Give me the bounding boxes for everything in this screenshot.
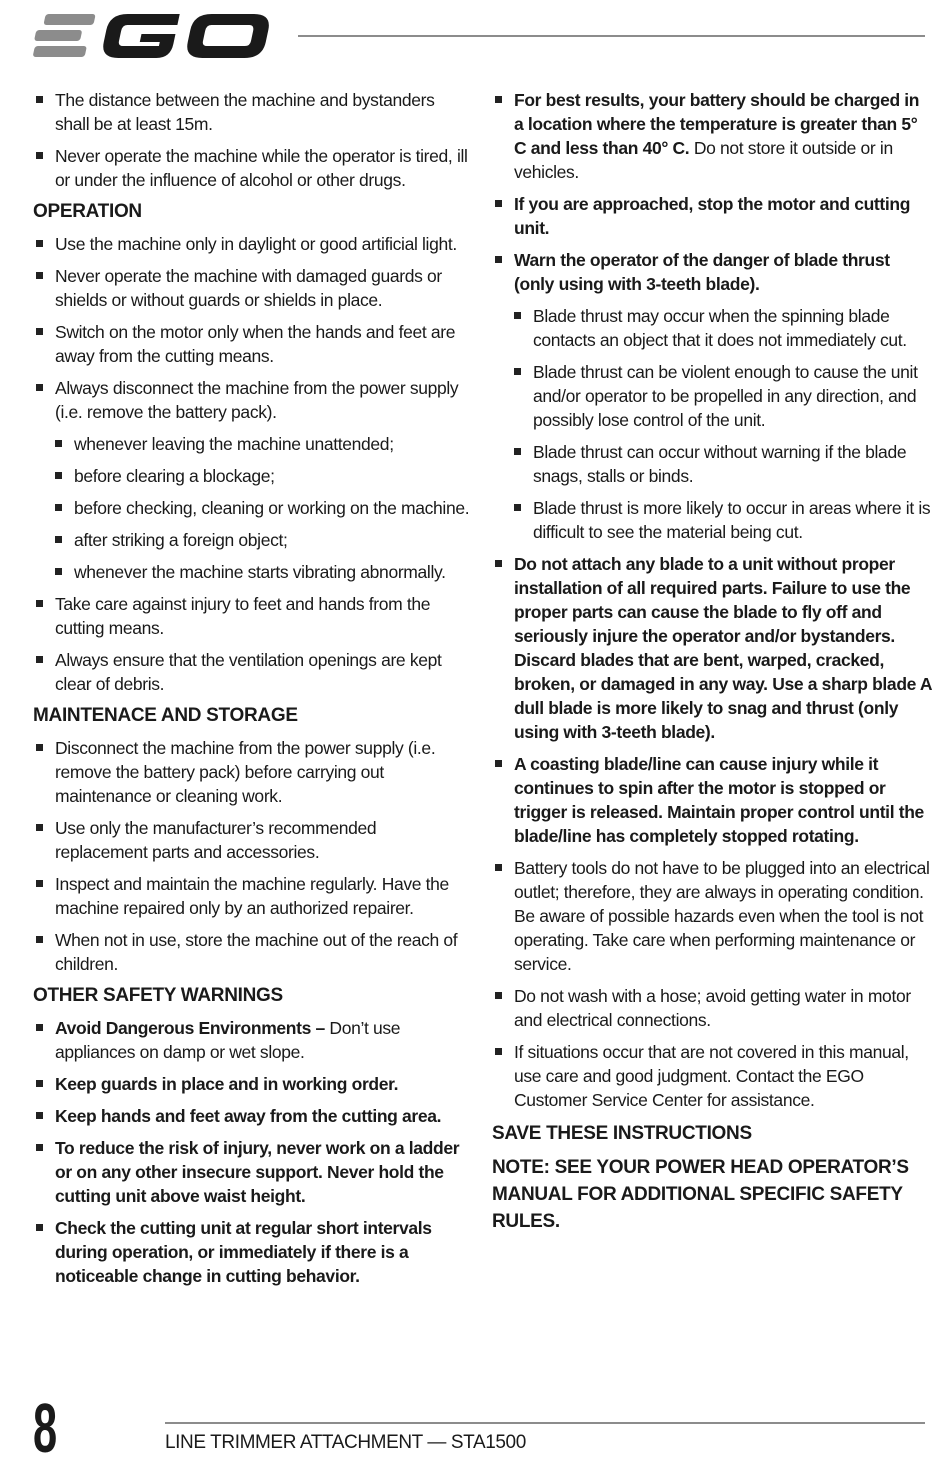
square-bullet-icon: [55, 472, 62, 479]
list-item: Inspect and maintain the machine regularly. Have the machine repaired only by an authorized repairer.: [33, 872, 473, 920]
square-bullet-icon: [495, 1048, 502, 1055]
square-bullet-icon: [36, 656, 43, 663]
square-bullet-icon: [36, 328, 43, 335]
operation-list: [33, 232, 473, 696]
operator-manual-note: NOTE: SEE YOUR POWER HEAD OPERATOR’S MANUAL FOR ADDITIONAL SPECIFIC SAFETY RULES.: [492, 1157, 909, 1232]
square-bullet-icon: [36, 1224, 43, 1231]
square-bullet-icon: [55, 568, 62, 575]
square-bullet-icon: [514, 448, 521, 455]
other-warnings-heading: OTHER SAFETY WARNINGS: [33, 985, 283, 1006]
list-item: Take care against injury to feet and hands from the cutting means.: [33, 592, 473, 640]
list-item: Battery tools do not have to be plugged into an electrical outlet; therefore, they are always in operating condition. Be aware of possible hazards even when the tool is not operating. Take care when performing maintenance or service.: [492, 856, 932, 976]
save-instructions-heading: SAVE THESE INSTRUCTIONS: [492, 1123, 752, 1144]
maintenance-heading: MAINTENACE AND STORAGE: [33, 705, 298, 726]
square-bullet-icon: [36, 96, 43, 103]
list-item: Switch on the motor only when the hands and feet are away from the cutting means.: [33, 320, 473, 368]
square-bullet-icon: [495, 864, 502, 871]
list-item: A coasting blade/line can cause injury while it continues to spin after the motor is stopped or trigger is released. Maintain proper control until the blade/line has completely stopped rotating.: [492, 752, 932, 848]
square-bullet-icon: [55, 504, 62, 511]
square-bullet-icon: [36, 600, 43, 607]
square-bullet-icon: [55, 536, 62, 543]
list-item: Always ensure that the ventilation openings are kept clear of debris.: [33, 648, 473, 696]
header-rule: [298, 35, 925, 37]
sub-list-item: after striking a foreign object;: [33, 528, 473, 552]
square-bullet-icon: [495, 560, 502, 567]
square-bullet-icon: [495, 992, 502, 999]
list-item: Never operate the machine with damaged guards or shields or without guards or shields in place.: [33, 264, 473, 312]
page-number: 8: [33, 1389, 56, 1467]
list-item: Do not attach any blade to a unit without proper installation of all required parts. Failure to use the proper parts can cause the blade to fly off and seriously injure the operator and/or bystanders. Discard blades that are bent, warped, cracked, broken, or damaged in any way. Use a sharp blade A dull blade is more likely to snag and thrust (only using with 3-teeth blade).: [492, 552, 932, 744]
sub-list-item: whenever the machine starts vibrating abnormally.: [33, 560, 473, 584]
footer-rule: [165, 1422, 925, 1424]
list-item: Keep guards in place and in working order.: [33, 1072, 473, 1096]
square-bullet-icon: [36, 880, 43, 887]
right-list: [492, 88, 932, 1112]
sub-list-item: before clearing a blockage;: [33, 464, 473, 488]
square-bullet-icon: [495, 96, 502, 103]
square-bullet-icon: [495, 760, 502, 767]
other-warnings-list: [33, 1016, 473, 1288]
list-item: If you are approached, stop the motor and cutting unit.: [492, 192, 932, 240]
sub-list-item: Blade thrust is more likely to occur in areas where it is difficult to see the material being cut.: [492, 496, 932, 544]
page-header: [0, 0, 950, 70]
square-bullet-icon: [36, 1024, 43, 1031]
square-bullet-icon: [36, 936, 43, 943]
list-item: Avoid Dangerous Environments – Don’t use appliances on damp or wet slope.: [33, 1016, 473, 1064]
list-item: Check the cutting unit at regular short intervals during operation, or immediately if there is a noticeable change in cutting behavior.: [33, 1216, 473, 1288]
square-bullet-icon: [55, 440, 62, 447]
list-item: Do not wash with a hose; avoid getting water in motor and electrical connections.: [492, 984, 932, 1032]
sub-list-item: before checking, cleaning or working on the machine.: [33, 496, 473, 520]
list-item: If situations occur that are not covered in this manual, use care and good judgment. Contact the EGO Customer Service Center for assistance.: [492, 1040, 932, 1112]
list-item: To reduce the risk of injury, never work on a ladder or on any other insecure support. Never hold the cutting unit above waist height.: [33, 1136, 473, 1208]
list-item: Keep hands and feet away from the cutting area.: [33, 1104, 473, 1128]
square-bullet-icon: [36, 272, 43, 279]
sub-list-item: Blade thrust can be violent enough to cause the unit and/or operator to be propelled in any direction, and possibly lose control of the unit.: [492, 360, 932, 432]
square-bullet-icon: [514, 368, 521, 375]
square-bullet-icon: [495, 256, 502, 263]
square-bullet-icon: [514, 504, 521, 511]
list-item: When not in use, store the machine out of the reach of children.: [33, 928, 473, 976]
list-item: The distance between the machine and bystanders shall be at least 15m.: [33, 88, 473, 136]
list-item: Always disconnect the machine from the power supply (i.e. remove the battery pack).: [33, 376, 473, 424]
square-bullet-icon: [514, 312, 521, 319]
square-bullet-icon: [36, 152, 43, 159]
square-bullet-icon: [36, 744, 43, 751]
list-item: Use the machine only in daylight or good artificial light.: [33, 232, 473, 256]
square-bullet-icon: [495, 200, 502, 207]
operation-heading: OPERATION: [33, 201, 142, 222]
footer-title: LINE TRIMMER ATTACHMENT — STA1500: [165, 1432, 526, 1453]
square-bullet-icon: [36, 824, 43, 831]
maintenance-list: [33, 736, 473, 976]
intro-list: [33, 88, 473, 192]
list-item: Never operate the machine while the operator is tired, ill or under the influence of alcohol or other drugs.: [33, 144, 473, 192]
square-bullet-icon: [36, 384, 43, 391]
list-item: Warn the operator of the danger of blade thrust (only using with 3-teeth blade).: [492, 248, 932, 296]
left-column: [33, 88, 473, 1296]
square-bullet-icon: [36, 240, 43, 247]
sub-list-item: Blade thrust may occur when the spinning blade contacts an object that it does not immediately cut.: [492, 304, 932, 352]
list-item: For best results, your battery should be charged in a location where the temperature is greater than 5° C and less than 40° C. Do not store it outside or in vehicles.: [492, 88, 932, 184]
list-item: Use only the manufacturer’s recommended replacement parts and accessories.: [33, 816, 473, 864]
square-bullet-icon: [36, 1112, 43, 1119]
sub-list-item: Blade thrust can occur without warning if the blade snags, stalls or binds.: [492, 440, 932, 488]
square-bullet-icon: [36, 1080, 43, 1087]
sub-list-item: whenever leaving the machine unattended;: [33, 432, 473, 456]
ego-logo: [33, 8, 273, 64]
square-bullet-icon: [36, 1144, 43, 1151]
list-item: Disconnect the machine from the power supply (i.e. remove the battery pack) before carrying out maintenance or cleaning work.: [33, 736, 473, 808]
right-column: [492, 88, 932, 1235]
